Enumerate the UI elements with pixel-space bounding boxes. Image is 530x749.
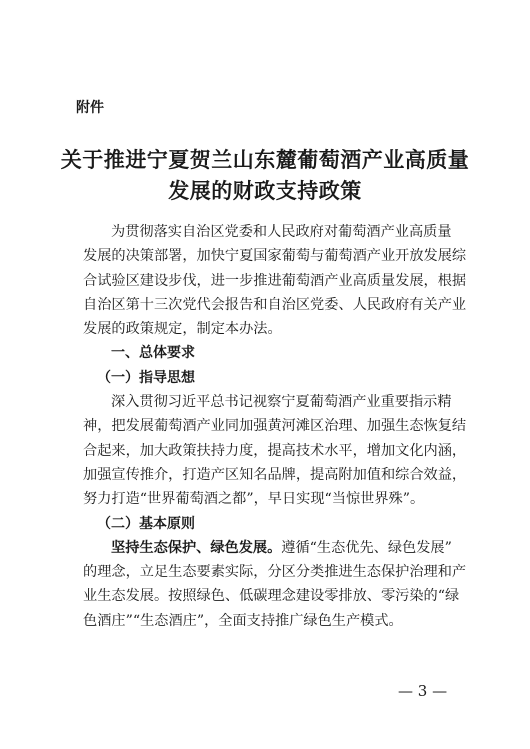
subsection-heading-principles: （二）基本原则 <box>97 515 195 532</box>
title-line-1: 关于推进宁夏贺兰山东麓葡萄酒产业高质量 <box>60 147 470 172</box>
title-line-2: 发展的财政支持政策 <box>168 178 362 203</box>
intro-line: 为贯彻落实自治区党委和人民政府对葡萄酒产业高质量 <box>111 224 452 240</box>
document-body <box>83 220 467 633</box>
section-heading-1: 一、总体要求 <box>111 345 195 362</box>
subsection-heading-guiding: （一）指导思想 <box>97 369 195 386</box>
paragraph-line: 业生态发展。按照绿色、低碳理念建设零排放、零污染的“绿 <box>83 588 460 605</box>
intro-line: 自治区第十三次党代会报告和自治区党委、人民政府有关产业 <box>83 296 467 313</box>
document-title <box>60 144 470 206</box>
intro-line: 发展的决策部署，加快宁夏国家葡萄与葡萄酒产业开放发展综 <box>83 248 467 265</box>
principle-text: 遵循“生态优先、绿色发展” <box>281 539 452 556</box>
intro-line: 合试验区建设步伐，进一步推进葡萄酒产业高质量发展，根据 <box>83 272 467 289</box>
paragraph-line: 努力打造“世界葡萄酒之都”，早日实现“当惊世界殊”。 <box>83 491 425 508</box>
paragraph-line: 深入贯彻习近平总书记视察宁夏葡萄酒产业重要指示精 <box>111 394 452 411</box>
attachment-label: 附件 <box>76 100 104 116</box>
paragraph-line: 加强宣传推介，打造产区知名品牌，提高附加值和综合效益， <box>83 466 467 483</box>
intro-line: 发展的政策规定，制定本办法。 <box>83 321 282 338</box>
paragraph-line: 色酒庄”“生态酒庄”，全面支持推广绿色生产模式。 <box>83 612 403 629</box>
paragraph-line: 神，把发展葡萄酒产业同加强黄河滩区治理、加强生态恢复结 <box>83 418 467 435</box>
paragraph-line: 合起来，加大政策扶持力度，提高技术水平，增加文化内涵， <box>83 442 467 459</box>
paragraph-line: 的理念，立足生态要素实际，分区分类推进生态保护治理和产 <box>83 564 467 581</box>
page-number: — 3 — <box>398 682 448 700</box>
paragraph-line <box>83 536 455 560</box>
principle-lead: 坚持生态保护、绿色发展。 <box>111 539 282 556</box>
